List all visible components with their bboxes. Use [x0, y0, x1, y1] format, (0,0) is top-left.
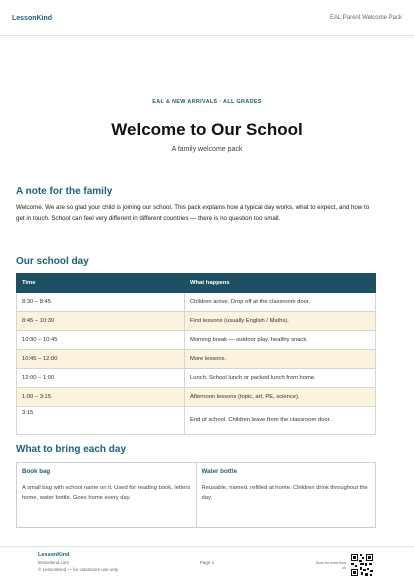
- activity-cell: Lunch. School lunch or packed lunch from home.: [185, 369, 376, 388]
- what-to-bring-cards: [16, 462, 376, 528]
- qr-caption: Scan for more from us: [316, 561, 346, 570]
- footer-copyright: © LessonKind — for classroom use only: [38, 567, 119, 572]
- activity-cell: End of school. Children leave from the classroom door.: [185, 407, 376, 435]
- table-row: [17, 388, 376, 407]
- section-heading-what-to-bring: What to bring each day: [16, 444, 127, 455]
- bring-card-book-bag: [17, 463, 196, 527]
- activity-cell: More lessons.: [185, 350, 376, 369]
- activity-cell: First lessons (usually English / Maths).: [185, 312, 376, 331]
- qr-code-icon[interactable]: [350, 553, 374, 577]
- column-header-time: Time: [17, 274, 185, 293]
- page-title: Welcome to Our School: [111, 120, 303, 139]
- kicker-label: EAL & NEW ARRIVALS · ALL GRADES: [152, 99, 262, 105]
- card-title: Water bottle: [201, 468, 238, 475]
- activity-cell: Children arrive. Drop off at the classroom door.: [185, 293, 376, 312]
- activity-cell: Afternoon lessons (topic, art, PE, science).: [185, 388, 376, 407]
- page-header: [0, 0, 414, 36]
- table-row: [17, 350, 376, 369]
- document-title: EAL Parent Welcome Pack: [329, 15, 402, 21]
- time-cell: 3:15: [17, 407, 185, 435]
- table-row: [17, 369, 376, 388]
- section-heading-school-day: Our school day: [16, 256, 89, 267]
- school-day-table: [16, 273, 376, 435]
- card-text: A small bag with school name on it. Used for reading book, letters home, water bottle. Goes home every day.: [22, 485, 191, 501]
- card-text: Reusable, named, refilled at home. Children drink throughout the day.: [201, 485, 368, 501]
- page-number: Page 1: [199, 560, 215, 565]
- section-heading-note: A note for the family: [16, 186, 113, 197]
- page-footer: [0, 546, 414, 585]
- table-row: [17, 407, 376, 435]
- time-cell: 8:30 – 8:45: [17, 293, 185, 312]
- table-row: [17, 312, 376, 331]
- footer-url-link[interactable]: lessonkind.com: [38, 560, 70, 565]
- time-cell: 10:30 – 10:45: [17, 331, 185, 350]
- footer-brand: LessonKind: [38, 552, 70, 558]
- time-cell: 10:45 – 12:00: [17, 350, 185, 369]
- time-cell: 8:45 – 10:30: [17, 312, 185, 331]
- note-paragraph: Welcome. We are so glad your child is joining our school. This pack explains how a typical day works, what to expect, and how to get in touch. School can feel very different in different countries — there is no question too small.: [16, 204, 370, 222]
- activity-cell: Morning break — outdoor play, healthy snack.: [185, 331, 376, 350]
- table-row: [17, 331, 376, 350]
- bring-card-water-bottle: [196, 463, 376, 527]
- table-row: [17, 293, 376, 312]
- column-header-what-happens: What happens: [185, 274, 376, 293]
- brand-logo-text[interactable]: LessonKind: [12, 15, 53, 22]
- card-title: Book bag: [22, 468, 51, 475]
- page-subtitle: A family welcome pack: [171, 146, 243, 153]
- time-cell: 12:00 – 1:00: [17, 369, 185, 388]
- time-cell: 1:00 – 3:15: [17, 388, 185, 407]
